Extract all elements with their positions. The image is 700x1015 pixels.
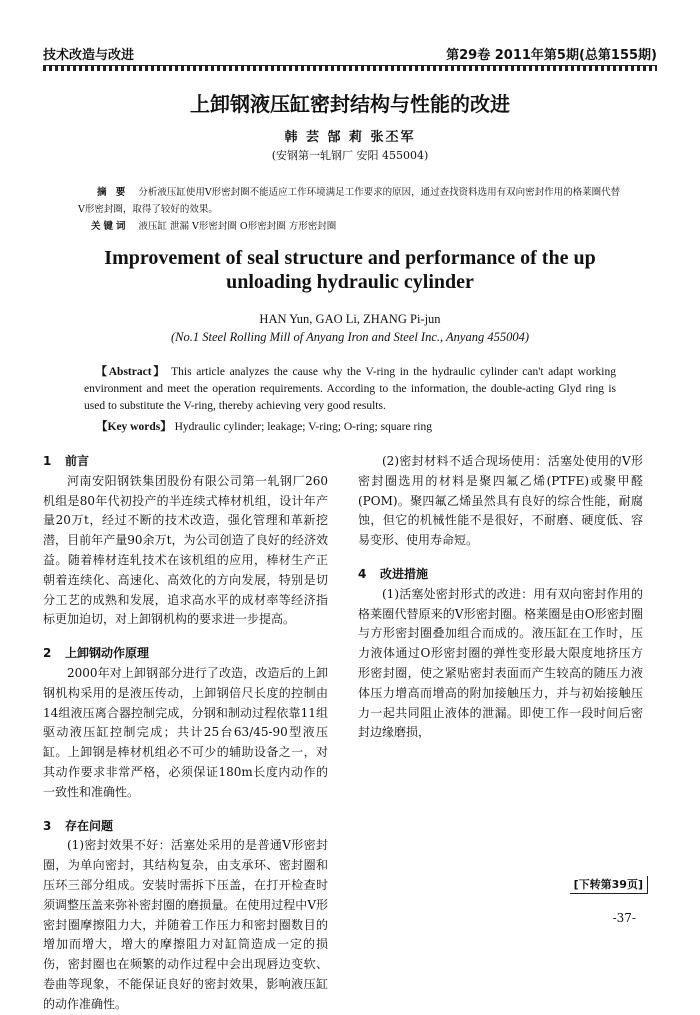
affiliation-chinese: (安钢第一轧钢厂 安阳 455004) bbox=[271, 149, 429, 162]
keywords-chinese-text: 液压缸 泄漏 V形密封圈 O形密封圈 方形密封圈 bbox=[138, 221, 337, 232]
section-number: 4 bbox=[358, 566, 367, 581]
title-chinese: 上卸钢液压缸密封结构与性能的改进 bbox=[190, 92, 510, 116]
abstract-english-label: 【Abstract】 bbox=[95, 366, 167, 378]
section-heading bbox=[358, 565, 643, 585]
section-heading bbox=[43, 644, 328, 664]
section-title: 前言 bbox=[65, 454, 90, 468]
authors-chinese: 韩 芸 郜 莉 张丕军 bbox=[284, 130, 416, 145]
section-title: 改进措施 bbox=[380, 566, 429, 581]
body-column-left bbox=[43, 452, 328, 1015]
authors-english: HAN Yun, GAO Li, ZHANG Pi-jun bbox=[259, 312, 441, 326]
abstract-chinese-label: 摘 要 bbox=[97, 187, 129, 198]
paragraph: (1)密封效果不好：活塞处采用的是普通V形密封圈，为单向密封，其结构复杂，由支承环、密封圈和压环三部分组成。安装时需拆下压盖，在打开检查时须调整压盖来弥补密封圈的磨损量。在使用过程中V形密封圈摩擦阻力大，并随着工作压力和密封圈数目的增加而增大，增大的摩擦阻力对缸筒造成一定的损伤，密封圈也在频繁的动作过程中会出现唇边变软、卷曲等现象，不能保证良好的密封效果，影响液压缸的动作准确性。 bbox=[43, 838, 328, 1011]
paragraph: (2)密封材料不适合现场使用：活塞处使用的V形密封圈选用的材料是聚四氟乙烯(PTFE)或聚甲醛(POM)。聚四氟乙烯虽然具有良好的综合性能，耐腐蚀，但它的机械性能不是很好，不耐磨、硬度低、容易变形、使用寿命短。 bbox=[358, 454, 643, 548]
keywords-english-label: 【Key words】 bbox=[96, 421, 172, 433]
affiliation-english: (No.1 Steel Rolling Mill of Anyang Iron and Steel Inc., Anyang 455004) bbox=[170, 330, 530, 344]
keywords-chinese-label: 关键词 bbox=[91, 221, 129, 232]
abstract-english bbox=[84, 364, 616, 415]
section-heading bbox=[43, 817, 328, 837]
section-number: 3 bbox=[43, 818, 52, 833]
section-title: 存在问题 bbox=[65, 818, 114, 833]
abstract-english-text: This article analyzes the cause why the V-ring in the hydraulic cylinder can't adapt working environment and meet the operation requirements. According to the information, the double-acting Glyd ring is used to substitute the V-ring, thereby achieving very good results. bbox=[84, 366, 616, 412]
paragraph: (1)活塞处密封形式的改进：用有双向密封作用的格莱圈代替原来的V形密封圈。格莱圈是由O形密封圈与方形密封圈叠加组合而成的。液压缸在工作时，压力液体通过O形密封圈的弹性变形最大限度地挤压方形密封圈，使之紧贴密封表面而产生较高的随压力液体压力增高而增高的附加接触压力，并与初始接触压力一起共同阻止液体的泄漏。即使工作一段时间后密封边缘磨损， bbox=[358, 586, 643, 740]
keywords-english bbox=[96, 418, 616, 434]
section-number: 1 bbox=[43, 454, 52, 468]
continued-note: [下转第39页] bbox=[570, 876, 648, 894]
page-number: -37- bbox=[612, 911, 636, 925]
section-number: 2 bbox=[43, 646, 52, 661]
abstract-chinese-text: 分析液压缸使用V形密封圈不能适应工作环境满足工作要求的原因，通过查找资料选用有双向密封作用的格莱圈代替V形密封圈，取得了较好的效果。 bbox=[78, 187, 621, 215]
keywords-chinese bbox=[91, 218, 622, 232]
section-title: 上卸钢动作原理 bbox=[65, 646, 150, 661]
issue-info: 第29卷 2011年第5期(总第155期) bbox=[446, 48, 657, 63]
abstract-chinese bbox=[78, 184, 622, 218]
body-column-right bbox=[358, 452, 643, 743]
keywords-english-text: Hydraulic cylinder; leakage; V-ring; O-ring; square ring bbox=[174, 421, 432, 433]
running-header bbox=[43, 44, 657, 66]
paragraph: 2000年对上卸钢部分进行了改造，改造后的上卸钢机构采用的是液压传动，上卸钢倍尺长度的控制由14组液压离合器控制完成，分钢和制动过程依靠11组驱动液压缸控制完成；共计25台63/45-90型液压缸。上卸钢是棒材机组必不可少的辅助设备之一，对其动作要求非常严格，必须保证180m长度内动作的一致性和准确性。 bbox=[43, 665, 328, 799]
journal-section: 技术改造与改进 bbox=[43, 48, 135, 63]
title-english: Improvement of seal structure and performance of the up unloading hydraulic cylinder bbox=[104, 247, 596, 293]
section-heading bbox=[43, 452, 328, 472]
paragraph: 河南安阳钢铁集团股份有限公司第一轧钢厂260机组是80年代初投产的半连续式棒材机组，设计年产量20万t，经过不断的技术改造，强化管理和革新挖潜，目前年产量90余万t，为公司创造了良好的经济效益。随着棒材连轧技术在该机组的应用，棒材生产正朝着连续化、高速化、高效化的方向发展，特别是切分工艺的成熟和发展，追求高水平的成材率等经济指标更加迫切，对上卸钢机构的要求进一步提高。 bbox=[43, 473, 328, 627]
header-rule bbox=[43, 65, 657, 71]
